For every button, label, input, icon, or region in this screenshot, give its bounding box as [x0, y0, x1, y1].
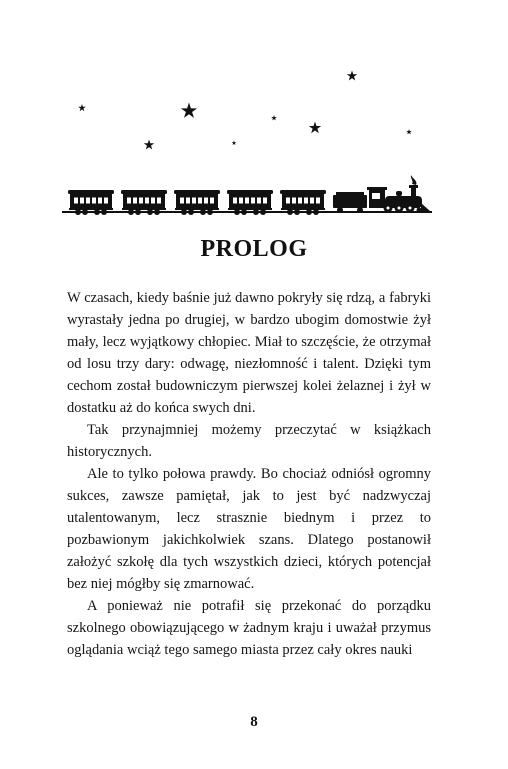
star-icon	[406, 129, 412, 134]
paragraph: W czasach, kiedy baśnie już dawno pokryły się rdzą, a fabryki wyrastały jedna po drugiej, w bardzo ubogim domostwie żył mały, lecz wyjątkowy chłopiec. Miał to szczęście, że otrzymał od losu trzy dary: odwagę, niezłomność i talent. Dzięki tym cechom został budowniczym pierwszej kolei żelaznej i żył w dostatku aż do końca swych dni.	[67, 290, 431, 416]
star-icon	[309, 122, 321, 134]
paragraph: Ale to tylko połowa prawdy. Bo chociaż odniósł ogromny sukces, zawsze pamiętał, jak to jest być nadzwyczaj utalentowanym, lecz strasznie biednym i przez to pozbawionym jakichkolwiek szans. Dlatego postanowił założyć szkołę dla tych wszystkich dzieci, których potencjał bez niej mógłby się zmarnować.	[67, 466, 431, 592]
paragraph: Tak przynajmniej możemy przeczytać w książkach historycznych.	[67, 422, 431, 460]
train-icon	[62, 175, 432, 215]
body-text	[67, 287, 431, 661]
chapter-title: PROLOG	[200, 236, 308, 262]
star-icon	[347, 71, 357, 81]
star-icon	[271, 115, 277, 120]
star-icon	[181, 103, 197, 118]
star-icon	[78, 104, 86, 111]
paragraph: A ponieważ nie potrafił się przekonać do porządku szkolnego obowiązującego w żadnym kraju i uważał przymus oglądania wciąż tego samego miasta przez cały okres nauki	[67, 598, 431, 658]
star-icon	[232, 141, 237, 146]
star-icon	[144, 140, 154, 150]
header-illustration	[0, 0, 508, 230]
page-number: 8	[250, 714, 258, 730]
